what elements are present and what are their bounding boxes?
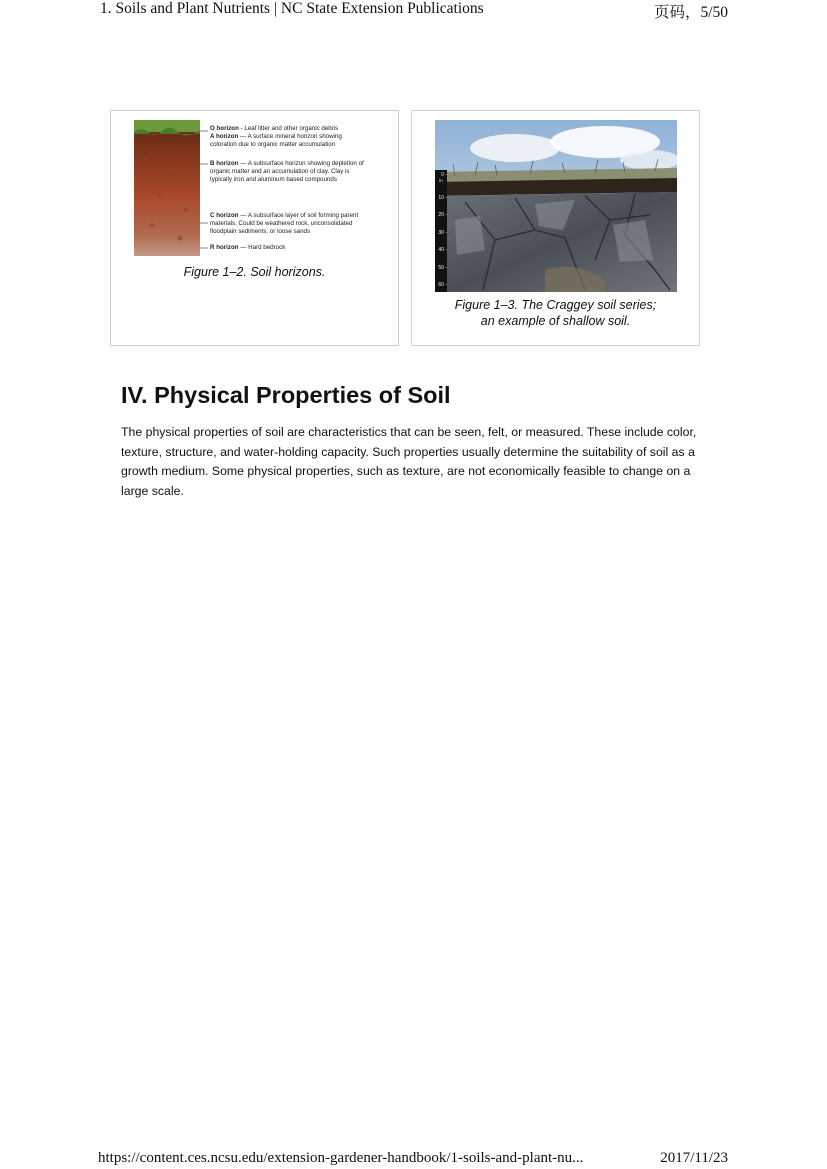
document-title: 1. Soils and Plant Nutrients | NC State Extension Publications bbox=[100, 0, 484, 17]
horizon-label: organic matter and an accumulation of clay. Clay is bbox=[210, 168, 350, 175]
scale-tick-label: 50 - bbox=[438, 264, 447, 271]
figure-craggey-soil bbox=[411, 110, 700, 346]
figure-caption bbox=[412, 297, 699, 329]
caption-line: Figure 1–3. The Craggey soil series; bbox=[454, 298, 657, 312]
page-number: 页码，5/50 bbox=[653, 4, 728, 21]
print-header bbox=[0, 0, 827, 24]
figure-caption: Figure 1–2. Soil horizons. bbox=[183, 265, 326, 279]
scale-tick-label: 60 - bbox=[438, 282, 447, 288]
caption-line: an example of shallow soil. bbox=[480, 314, 631, 328]
source-url: https://content.ces.ncsu.edu/extension-gardener-handbook/1-soils-and-plant-nu... bbox=[98, 1150, 584, 1166]
horizon-label: materials. Could be weathered rock, unconsolidated bbox=[210, 220, 353, 227]
section-paragraph: The physical properties of soil are characteristics that can be seen, felt, or measured. These include color, texture, structure, and water-holding capacity. Such properties usually determine the suitability of soil as a growth medium. Some physical properties, such as texture, are not economically feasible to change on a large scale. bbox=[121, 425, 697, 499]
scale-tick-label: 40 - bbox=[438, 247, 447, 253]
horizon-label: C horizon — A subsurface layer of soil forming parent bbox=[210, 212, 359, 219]
scale-tick-label: 10 - bbox=[438, 194, 447, 201]
horizon-label: coloration due to organic matter accumulation bbox=[210, 141, 336, 148]
section-heading: IV. Physical Properties of Soil bbox=[121, 382, 451, 408]
horizon-label: R horizon — Hard bedrock bbox=[210, 244, 286, 251]
figure-soil-horizons bbox=[110, 110, 399, 346]
scale-unit: in bbox=[439, 178, 443, 183]
horizon-label: A horizon — A surface mineral horizon showing bbox=[210, 133, 342, 140]
craggey-soil-photo bbox=[435, 120, 677, 292]
horizon-label: O horizon - Leaf litter and other organic debris bbox=[210, 125, 339, 132]
scale-tick-label: 20 - bbox=[438, 212, 447, 218]
print-date: 2017/11/23 bbox=[660, 1150, 728, 1166]
scale-tick-label: 0 - bbox=[441, 172, 447, 178]
print-footer bbox=[0, 1150, 827, 1169]
craggey-soil-illustration bbox=[435, 120, 677, 292]
soil-horizons-image bbox=[134, 120, 376, 256]
horizon-label: B horizon — A subsurface horizon showing depletion of bbox=[210, 160, 364, 167]
horizon-label: typically iron and aluminum based compounds bbox=[210, 176, 337, 183]
scale-tick-label: 30 - bbox=[438, 229, 447, 236]
horizon-label: floodplain sediments, or loose sands bbox=[210, 228, 311, 235]
